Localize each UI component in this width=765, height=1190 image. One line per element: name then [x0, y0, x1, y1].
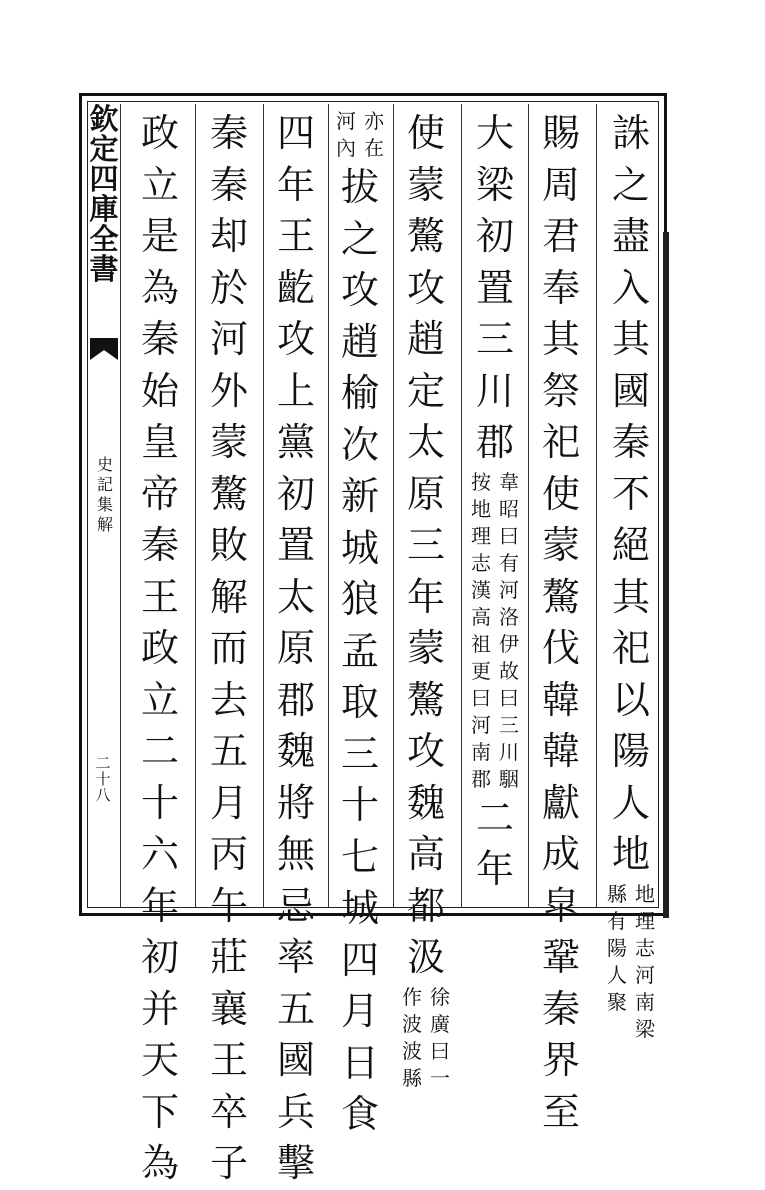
column-rule — [461, 104, 462, 908]
note-char: 祖 — [471, 631, 491, 656]
main-char: 之 — [340, 216, 379, 261]
main-char: 蒙 — [406, 162, 445, 207]
note-char: 更 — [471, 658, 491, 683]
text-column — [203, 108, 255, 1190]
main-char: 攻 — [340, 268, 379, 312]
text-column — [469, 108, 521, 896]
note-char: 內 — [336, 136, 356, 160]
note-char: 郡 — [471, 766, 491, 791]
text-column — [334, 108, 386, 1141]
main-char: 日 — [340, 1040, 379, 1085]
note-char: 一 — [430, 1065, 450, 1090]
main-char: 其 — [611, 317, 650, 361]
note-char: 駰 — [499, 766, 519, 791]
main-char: 入 — [611, 265, 650, 310]
main-char: 無 — [276, 832, 315, 876]
note-char: 洛 — [499, 604, 519, 629]
main-char: 敗 — [209, 523, 248, 567]
main-char: 獻 — [541, 780, 580, 825]
main-char: 年 — [406, 574, 445, 619]
main-char: 驁 — [209, 471, 248, 516]
note-char: 聚 — [607, 989, 627, 1014]
main-char: 攻 — [276, 317, 315, 361]
text-column — [134, 108, 186, 1190]
main-char: 川 — [475, 368, 514, 413]
commentary-note — [469, 469, 521, 793]
main-char: 使 — [406, 111, 445, 155]
main-char: 擊 — [276, 1141, 315, 1185]
margin-title-char: 四 — [89, 162, 119, 196]
main-char: 食 — [340, 1092, 379, 1136]
main-char: 三 — [406, 523, 445, 567]
note-char: 河 — [499, 577, 519, 602]
column-rule — [195, 104, 196, 908]
main-char: 莊 — [209, 935, 248, 979]
main-char: 置 — [276, 523, 315, 567]
main-char: 置 — [475, 265, 514, 310]
main-char: 上 — [276, 368, 315, 413]
main-char: 初 — [140, 935, 179, 979]
main-char: 帝 — [140, 471, 179, 516]
note-char: 梁 — [635, 1016, 655, 1041]
note-char: 亦 — [364, 109, 384, 133]
main-char: 都 — [406, 883, 445, 928]
main-char: 皐 — [541, 883, 580, 928]
note-char: 曰 — [471, 685, 491, 710]
note-char: 曰 — [430, 1038, 450, 1063]
margin-page-char: 八 — [95, 786, 111, 804]
note-char: 人 — [607, 962, 627, 987]
note-char: 按 — [471, 469, 491, 494]
fishtail-mark-icon — [90, 338, 118, 360]
main-char: 魏 — [276, 729, 315, 773]
main-char: 君 — [541, 214, 580, 258]
main-char: 以 — [611, 677, 650, 722]
note-char: 志 — [635, 935, 655, 960]
main-char: 至 — [541, 1089, 580, 1134]
commentary-note — [400, 984, 452, 1092]
main-char: 是 — [140, 214, 179, 258]
commentary-line — [469, 469, 493, 793]
main-char: 拔 — [340, 165, 379, 209]
main-char: 地 — [611, 832, 650, 876]
main-char: 太 — [276, 574, 315, 619]
main-char: 奉 — [541, 265, 580, 310]
main-char: 率 — [276, 935, 315, 979]
margin-page-char: 二 — [95, 754, 111, 772]
main-char: 子 — [209, 1141, 248, 1185]
main-char: 秦 — [541, 986, 580, 1031]
note-char: 作 — [402, 984, 422, 1009]
main-char: 魏 — [406, 780, 445, 825]
main-char: 六 — [140, 832, 179, 876]
main-char: 下 — [140, 1089, 179, 1134]
note-char: 徐 — [430, 984, 450, 1009]
main-char: 五 — [209, 729, 248, 773]
note-char: 波 — [402, 1038, 422, 1063]
main-char: 榆 — [340, 371, 379, 415]
main-char: 郡 — [276, 677, 315, 722]
main-char: 郡 — [475, 420, 514, 464]
main-char: 周 — [541, 162, 580, 207]
main-char: 河 — [209, 317, 248, 361]
main-char: 立 — [140, 162, 179, 207]
main-char: 成 — [541, 832, 580, 876]
main-char: 梁 — [475, 162, 514, 207]
main-char: 將 — [276, 780, 315, 825]
note-char: 河 — [635, 962, 655, 987]
main-char: 為 — [140, 1141, 179, 1185]
main-char: 祭 — [541, 368, 580, 413]
main-char: 并 — [140, 986, 179, 1031]
margin-book-char: 記 — [96, 475, 113, 494]
note-char: 韋 — [499, 469, 519, 494]
commentary-line — [362, 108, 386, 162]
margin-page-number — [92, 755, 114, 803]
note-char: 理 — [635, 908, 655, 933]
main-char: 丙 — [209, 832, 248, 876]
main-char: 秦 — [209, 111, 248, 155]
main-char: 初 — [475, 214, 514, 258]
main-char: 秦 — [140, 523, 179, 567]
main-char: 午 — [209, 883, 248, 928]
main-char: 祀 — [611, 626, 650, 670]
note-char: 故 — [499, 658, 519, 683]
main-char: 政 — [140, 111, 179, 155]
main-char: 年 — [276, 162, 315, 207]
main-char: 秦 — [140, 317, 179, 361]
main-char: 趙 — [406, 317, 445, 361]
main-text — [203, 108, 255, 1190]
note-char: 河 — [336, 109, 356, 133]
main-char: 大 — [475, 111, 514, 155]
main-char: 初 — [276, 471, 315, 516]
main-char: 太 — [406, 420, 445, 464]
note-char: 波 — [402, 1011, 422, 1036]
main-char: 始 — [140, 368, 179, 413]
main-char: 黨 — [276, 420, 315, 464]
note-char: 南 — [635, 989, 655, 1014]
main-text — [469, 108, 521, 469]
main-char: 驁 — [541, 574, 580, 619]
note-char: 在 — [364, 136, 384, 160]
commentary-note — [605, 881, 657, 1043]
text-column — [400, 108, 452, 1092]
main-char: 國 — [276, 1038, 315, 1082]
note-char: 地 — [635, 881, 655, 906]
main-char: 新 — [340, 474, 379, 518]
main-char: 秦 — [611, 420, 650, 464]
main-char: 秦 — [209, 162, 248, 207]
note-char: 陽 — [607, 935, 627, 960]
main-text — [334, 162, 386, 1141]
main-char: 之 — [611, 162, 650, 207]
margin-title-char: 書 — [89, 252, 119, 286]
main-char: 城 — [340, 525, 379, 570]
note-char: 高 — [471, 604, 491, 629]
main-char: 賜 — [541, 111, 580, 155]
note-char: 川 — [499, 739, 519, 764]
main-char: 王 — [140, 574, 179, 619]
margin-title — [90, 104, 118, 319]
main-char: 人 — [611, 780, 650, 825]
main-char: 襄 — [209, 986, 248, 1031]
main-char: 忌 — [276, 883, 315, 928]
main-char: 年 — [475, 847, 514, 891]
main-char: 攻 — [406, 265, 445, 310]
main-char: 絕 — [611, 523, 650, 567]
note-char: 河 — [471, 712, 491, 737]
main-char: 十 — [340, 783, 379, 827]
main-char: 二 — [475, 795, 514, 840]
margin-title-char: 定 — [89, 132, 119, 166]
column-rule — [596, 104, 597, 908]
main-char: 解 — [209, 574, 248, 619]
main-char: 四 — [340, 937, 379, 982]
note-char: 三 — [499, 712, 519, 737]
margin-title-char: 欽 — [89, 102, 119, 136]
margin-page-char: 十 — [95, 770, 111, 788]
main-char: 孟 — [340, 628, 379, 673]
text-column — [535, 108, 587, 1138]
note-char: 志 — [471, 550, 491, 575]
main-char: 二 — [140, 729, 179, 773]
main-char: 驁 — [406, 214, 445, 258]
main-char: 王 — [276, 214, 315, 258]
main-text — [469, 793, 521, 896]
main-char: 狼 — [340, 577, 379, 621]
main-char: 皇 — [140, 420, 179, 464]
note-char: 漢 — [471, 577, 491, 602]
note-char: 伊 — [499, 631, 519, 656]
margin-book-char: 史 — [96, 455, 113, 474]
text-column — [605, 108, 657, 1043]
note-char: 有 — [499, 550, 519, 575]
main-char: 盡 — [611, 214, 650, 258]
margin-title-char: 全 — [89, 222, 119, 256]
main-char: 天 — [140, 1038, 179, 1082]
column-rule — [263, 104, 264, 908]
margin-rule — [120, 104, 121, 908]
main-char: 其 — [541, 317, 580, 361]
main-char: 國 — [611, 368, 650, 413]
note-char: 地 — [471, 496, 491, 521]
note-char: 南 — [471, 739, 491, 764]
main-char: 於 — [209, 265, 248, 310]
main-char: 五 — [276, 986, 315, 1031]
note-char: 昭 — [499, 496, 519, 521]
main-char: 伐 — [541, 626, 580, 670]
main-char: 高 — [406, 832, 445, 876]
margin-book-char: 集 — [96, 495, 113, 514]
main-text — [134, 108, 186, 1190]
main-char: 卒 — [209, 1089, 248, 1134]
commentary-line — [428, 984, 452, 1092]
main-char: 年 — [140, 883, 179, 928]
main-char: 取 — [340, 680, 379, 724]
main-char: 十 — [140, 780, 179, 825]
margin-book-char: 解 — [96, 515, 113, 534]
main-char: 兵 — [276, 1089, 315, 1134]
main-char: 韓 — [541, 677, 580, 722]
main-char: 去 — [209, 677, 248, 722]
main-char: 汲 — [406, 935, 445, 979]
main-char: 原 — [406, 471, 445, 516]
commentary-note — [334, 108, 386, 162]
main-char: 月 — [209, 780, 248, 825]
commentary-line — [334, 108, 358, 162]
main-char: 立 — [140, 677, 179, 722]
main-char: 定 — [406, 368, 445, 413]
main-char: 月 — [340, 989, 379, 1033]
main-char: 蒙 — [406, 626, 445, 670]
note-char: 理 — [471, 523, 491, 548]
main-char: 次 — [340, 422, 379, 467]
main-text — [400, 108, 452, 984]
main-text — [605, 108, 657, 881]
main-char: 蒙 — [209, 420, 248, 464]
commentary-line — [633, 881, 657, 1043]
main-char: 蒙 — [541, 523, 580, 567]
main-char: 七 — [340, 834, 379, 879]
text-column — [270, 108, 322, 1190]
main-char: 三 — [475, 317, 514, 361]
column-rule — [328, 104, 329, 908]
main-char: 陽 — [611, 729, 650, 773]
main-char: 祀 — [541, 420, 580, 464]
main-char: 為 — [140, 265, 179, 310]
main-char: 韓 — [541, 729, 580, 773]
margin-book-title — [94, 455, 116, 535]
note-char: 縣 — [607, 881, 627, 906]
commentary-line — [605, 881, 629, 1043]
main-char: 其 — [611, 574, 650, 619]
main-char: 攻 — [406, 729, 445, 773]
main-char: 驁 — [406, 677, 445, 722]
main-char: 四 — [276, 111, 315, 155]
note-char: 縣 — [402, 1065, 422, 1090]
column-rule — [393, 104, 394, 908]
main-char: 不 — [611, 471, 650, 516]
main-char: 原 — [276, 626, 315, 670]
main-text — [535, 108, 587, 1138]
main-char: 外 — [209, 368, 248, 413]
main-char: 却 — [209, 214, 248, 258]
main-char: 趙 — [340, 319, 379, 364]
note-char: 廣 — [430, 1011, 450, 1036]
main-char: 誅 — [611, 111, 650, 155]
main-char: 而 — [209, 626, 248, 670]
main-text — [270, 108, 322, 1190]
main-char: 政 — [140, 626, 179, 670]
main-char: 王 — [209, 1038, 248, 1082]
main-char: 城 — [340, 886, 379, 930]
column-rule — [528, 104, 529, 908]
note-char: 曰 — [499, 685, 519, 710]
main-char: 鞏 — [541, 935, 580, 979]
page-fold-shadow — [663, 232, 669, 918]
note-char: 有 — [607, 908, 627, 933]
main-char: 齕 — [276, 265, 315, 310]
main-char: 使 — [541, 471, 580, 516]
main-char: 界 — [541, 1038, 580, 1082]
commentary-line — [497, 469, 521, 793]
commentary-line — [400, 984, 424, 1092]
note-char: 曰 — [499, 523, 519, 548]
main-char: 三 — [340, 731, 379, 776]
margin-title-char: 庫 — [89, 192, 119, 226]
